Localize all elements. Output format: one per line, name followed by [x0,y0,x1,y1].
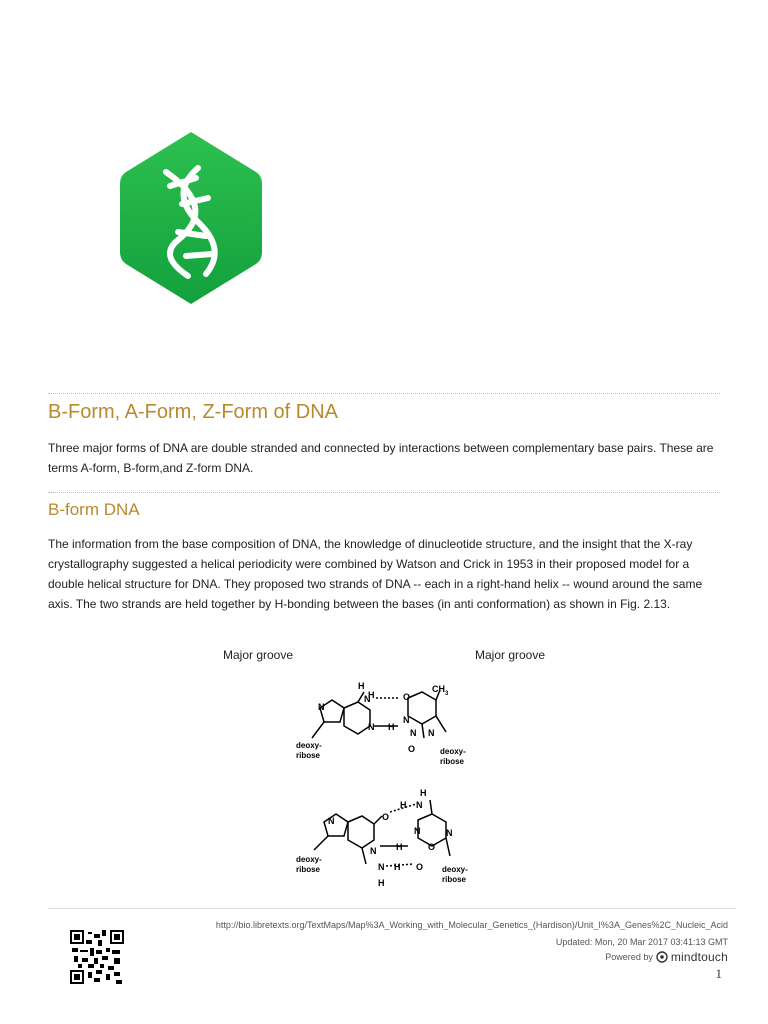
atom-label: ribose [296,751,321,760]
atom-label: N [328,816,335,826]
atom-label: H [368,690,375,700]
atom-label: N [364,694,371,704]
subsection-title: B-form DNA [48,500,140,519]
atom-label: deoxy- [442,865,468,874]
atom-label: N [428,728,435,738]
atom-label: H [400,800,407,810]
atom-label: N [446,828,453,838]
atom-label: O [403,692,411,702]
atom-label: N [370,846,377,856]
atom-label: H [394,862,401,872]
powered-by-label: Powered by [605,952,653,962]
atom-label: N [378,862,385,872]
section-title: B-Form, A-Form, Z-Form of DNA [48,401,338,423]
atom-label: N [414,826,421,836]
atom-label: H [378,878,385,888]
atom-label: ribose [442,875,467,884]
atom-label: O [428,842,436,852]
atom-label: H [388,722,395,732]
atom-label: O [408,744,416,754]
atom-label: N [403,715,410,725]
atom-label: 3 [445,691,449,697]
atom-label: CH [432,684,445,694]
atom-label: H [358,681,365,691]
atom-label: O [416,862,424,872]
divider [48,492,720,493]
atom-label: deoxy- [440,747,466,756]
groove-label-right: Major groove [475,648,546,662]
qr-code-icon [70,930,124,984]
page-number: 1 [715,966,722,981]
groove-label-left: Major groove [223,648,294,662]
atom-label: H [396,842,403,852]
atom-label: N [416,800,423,810]
atom-label: N [368,722,375,732]
atom-label: deoxy- [296,855,322,864]
libretexts-logo-icon [118,128,264,308]
atom-label: H [420,788,427,798]
footer-source-url[interactable]: http://bio.libretexts.org/TextMaps/Map%3A_Working_with_Molecular_Genetics_(Hardison)/Unit_I%3A_Genes%2C_Nucleic_Acid [215,920,728,930]
base-pair-figure [290,678,480,893]
atom-label: ribose [440,757,465,766]
atom-label: N [318,702,325,712]
footer-powered-by [605,950,728,964]
subsection-body: The information from the base composition of DNA, the knowledge of dinucleotide structure, and the insight that the X-ray crystallography suggested a helical periodicity were combined by Watson and Crick in 1953 in their proposed model for a double helical structure for DNA. They proposed two strands of DNA -- each in a right-hand helix -- wound around the same axis. The two strands are held together by H-bonding between the bases (in anti conformation) as shown in Fig. 2.13. [48,537,703,611]
mindtouch-logo-icon [656,951,668,963]
atom-label: N [410,728,417,738]
section-intro: Three major forms of DNA are double stranded and connected by interactions between complementary base pairs. These are terms A-form, B-form,and Z-form DNA. [48,441,714,475]
footer-updated-date: Updated: Mon, 20 Mar 2017 03:41:13 GMT [555,937,728,947]
atom-label: O [382,812,390,822]
divider [48,393,720,394]
atom-label: deoxy- [296,741,322,750]
atom-label: ribose [296,865,321,874]
mindtouch-brand: mindtouch [670,950,728,964]
footer-divider [48,908,736,909]
